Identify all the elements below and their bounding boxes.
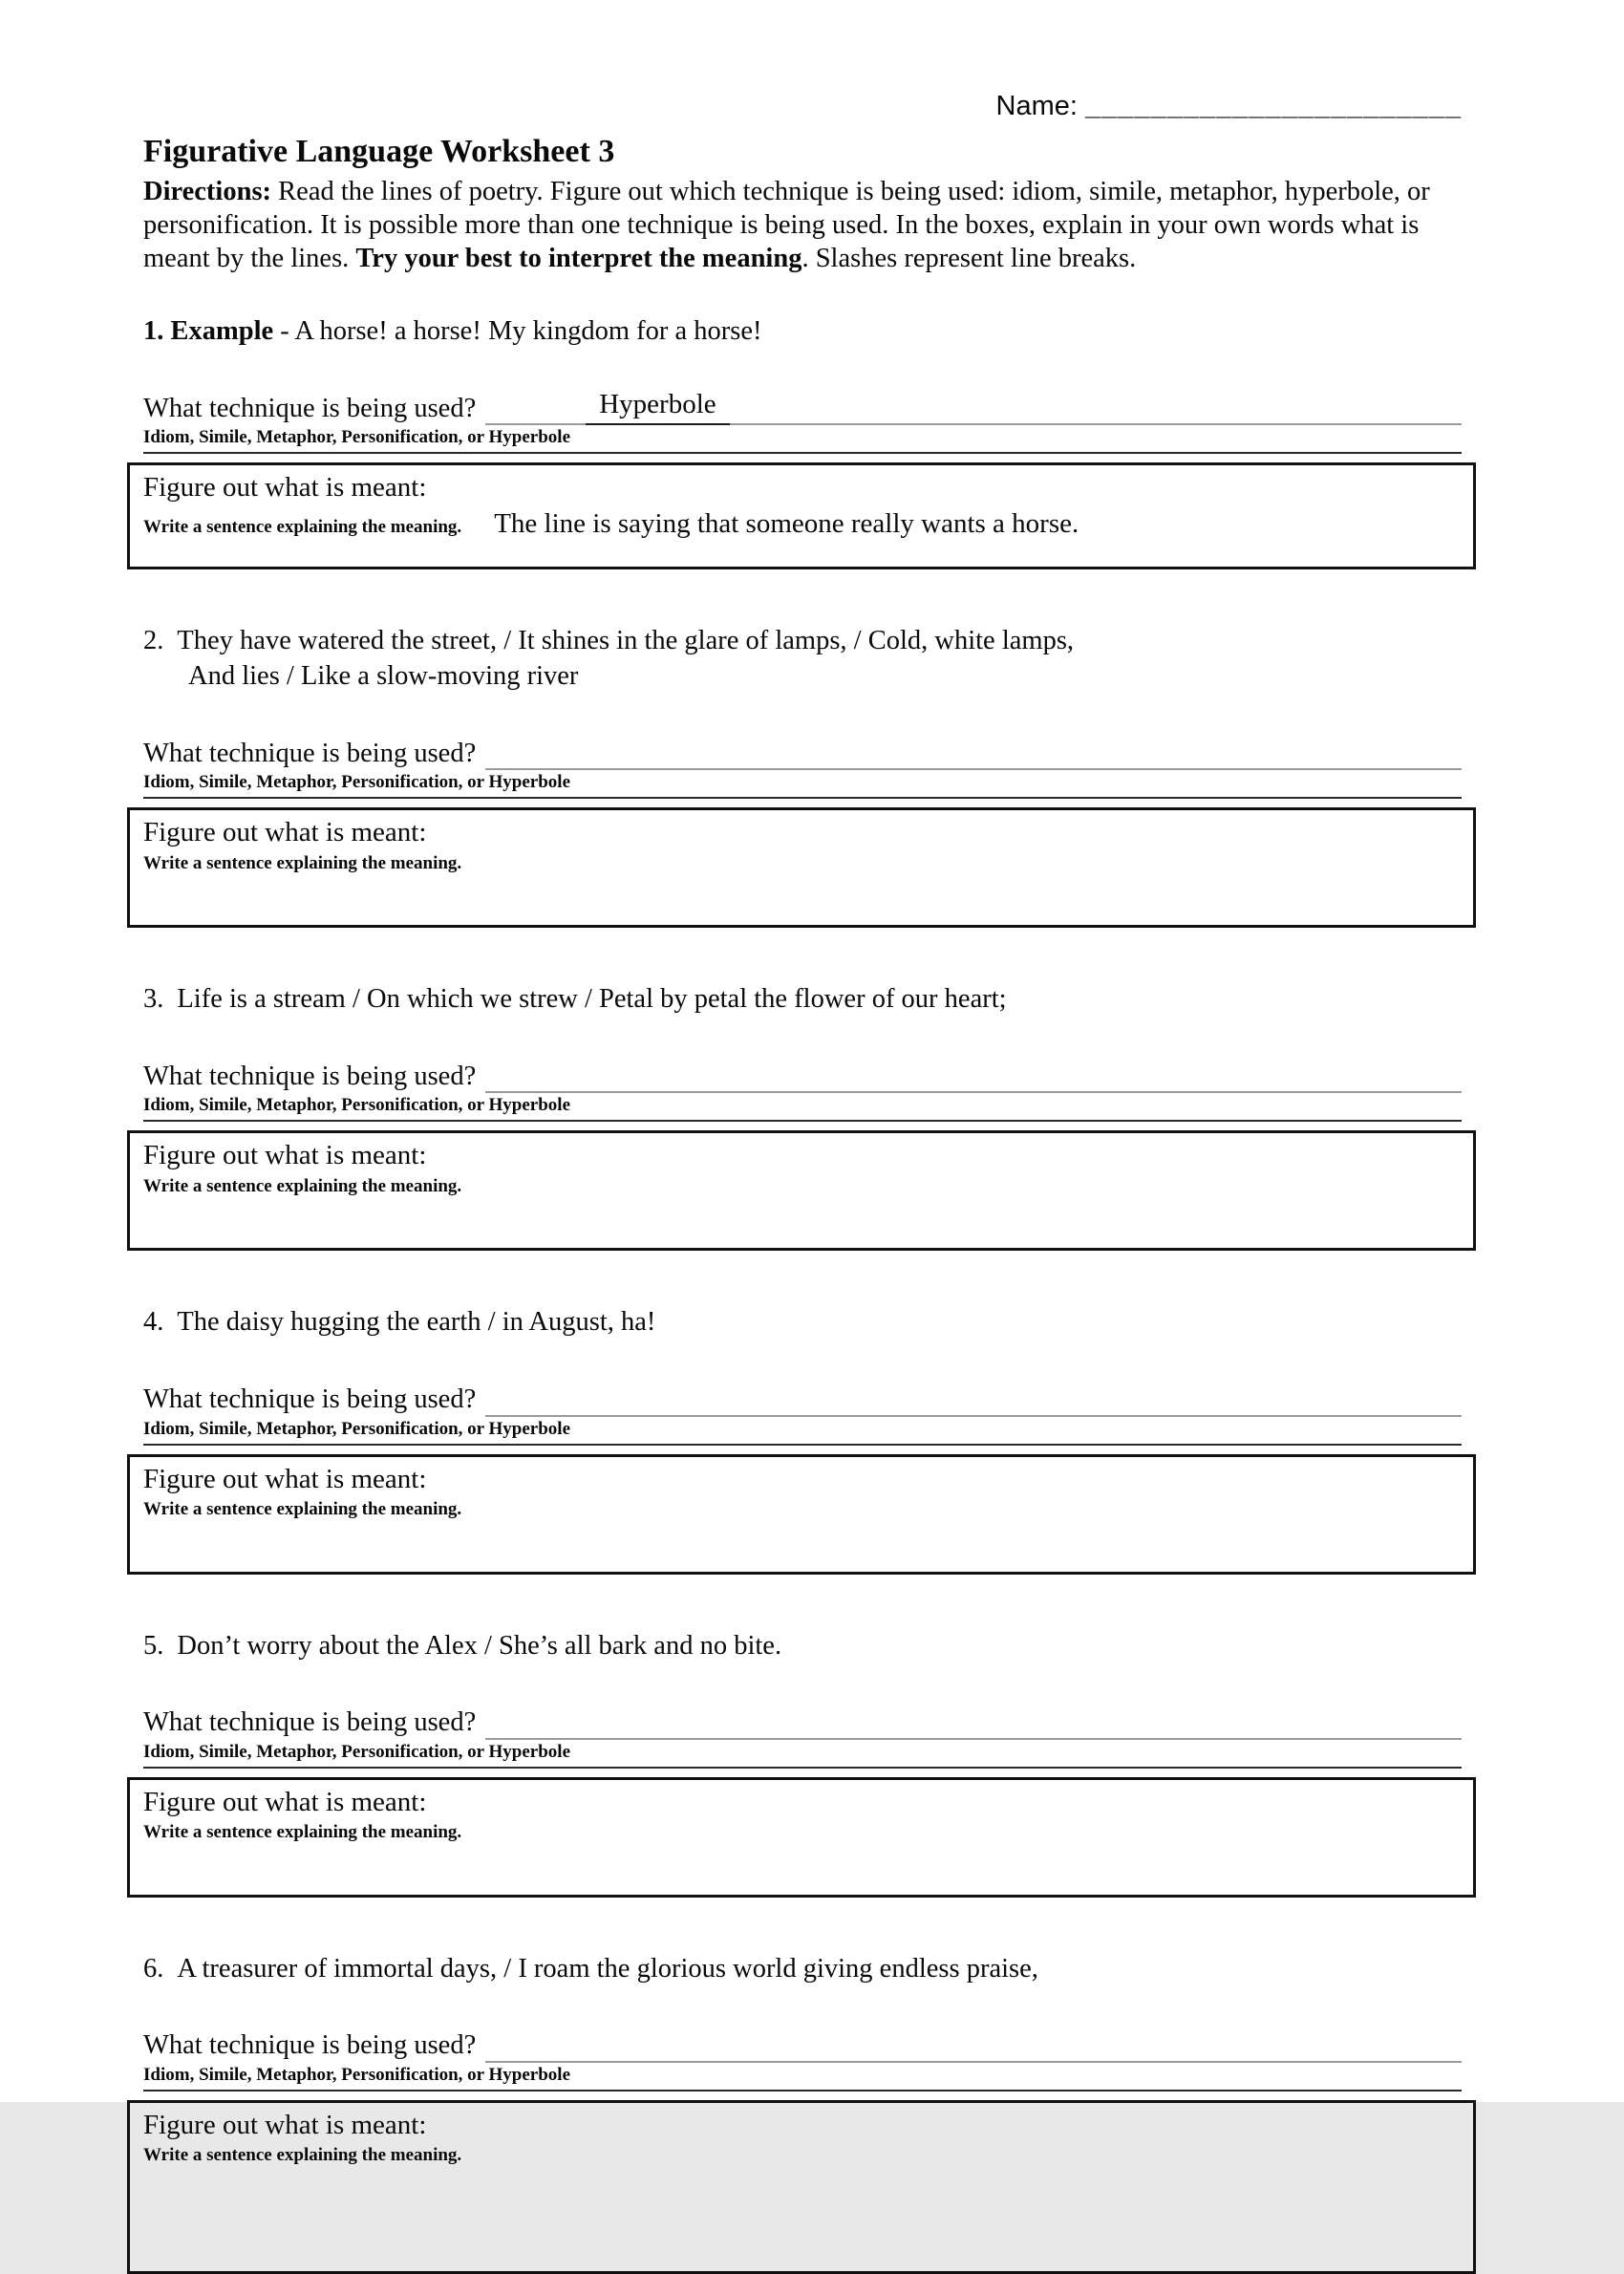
- meaning-box-hint: Write a sentence explaining the meaning.: [143, 517, 462, 538]
- meaning-box-title: Figure out what is meant:: [143, 1463, 427, 1494]
- item-1-technique-answer-text: Hyperbole: [586, 387, 729, 425]
- name-input-line[interactable]: _______________________: [1085, 91, 1462, 121]
- item-1: [143, 313, 1462, 569]
- item-2-poem: [143, 623, 1462, 694]
- item-1-number: 1. Example: [143, 316, 274, 347]
- item-2-meaning-box[interactable]: [127, 807, 1476, 928]
- item-4-poem: [143, 1304, 1462, 1340]
- technique-hint: Idiom, Simile, Metaphor, Personification, or Hyperbole: [143, 427, 1462, 454]
- item-6-poem: [143, 1951, 1462, 1986]
- item-5-poem-line: Don’t worry about the Alex / She’s all bark and no bite.: [177, 1630, 782, 1661]
- item-2-poem-line-1: They have watered the street, / It shines in the glare of lamps, / Cold, white lamps,: [177, 626, 1075, 656]
- name-label: Name:: [995, 91, 1078, 121]
- item-6-meaning-box[interactable]: [127, 2100, 1476, 2274]
- item-6-poem-line: A treasurer of immortal days, / I roam the glorious world giving endless praise,: [177, 1953, 1038, 1984]
- item-3-technique-question: [143, 1057, 1462, 1093]
- technique-hint: Idiom, Simile, Metaphor, Personification, or Hyperbole: [143, 1095, 1462, 1122]
- item-2-poem-line-2: And lies / Like a slow-moving river: [188, 661, 579, 692]
- directions: [143, 176, 1462, 275]
- item-5-technique-answer-line[interactable]: [485, 1704, 1462, 1740]
- directions-tail-text: . Slashes represent line breaks.: [801, 243, 1137, 273]
- item-6-technique-question: [143, 2027, 1462, 2063]
- directions-label: Directions:: [143, 177, 272, 206]
- page-title: Figurative Language Worksheet 3: [143, 134, 615, 169]
- technique-hint: Idiom, Simile, Metaphor, Personification, or Hyperbole: [143, 2065, 1462, 2092]
- item-1-technique-question: [143, 389, 1462, 425]
- technique-hint: Idiom, Simile, Metaphor, Personification, or Hyperbole: [143, 1742, 1462, 1769]
- item-3-technique-answer-line[interactable]: [485, 1057, 1462, 1093]
- item-6-number: 6.: [143, 1953, 164, 1984]
- meaning-box-title: Figure out what is meant:: [143, 1140, 427, 1171]
- item-5-number: 5.: [143, 1630, 164, 1661]
- item-3: [143, 981, 1462, 1251]
- technique-hint: Idiom, Simile, Metaphor, Personification, or Hyperbole: [143, 772, 1462, 799]
- meaning-box-title: Figure out what is meant:: [143, 1786, 427, 1817]
- meaning-box-hint: Write a sentence explaining the meaning.: [143, 1499, 462, 1520]
- item-2-technique-answer-line[interactable]: [485, 734, 1462, 770]
- item-5: [143, 1628, 1462, 1898]
- item-1-technique-answer-line[interactable]: [485, 389, 1462, 425]
- item-3-poem-line: Life is a stream / On which we strew / Petal by petal the flower of our heart;: [177, 984, 1007, 1015]
- item-5-meaning-box[interactable]: [127, 1777, 1476, 1898]
- item-1-meaning-box[interactable]: [127, 462, 1476, 569]
- meaning-box-hint: Write a sentence explaining the meaning.: [143, 1822, 462, 1843]
- technique-hint: Idiom, Simile, Metaphor, Personification, or Hyperbole: [143, 1419, 1462, 1446]
- item-1-meaning-answer-text: The line is saying that someone really wants a horse.: [494, 508, 1079, 540]
- item-2-technique-question: [143, 734, 1462, 770]
- item-3-meaning-box[interactable]: [127, 1130, 1476, 1251]
- technique-question-label: What technique is being used?: [143, 1061, 477, 1091]
- item-2-number: 2.: [143, 626, 164, 656]
- item-4-poem-line: The daisy hugging the earth / in August, ha!: [177, 1307, 656, 1338]
- item-1-poem-line: A horse! a horse! My kingdom for a horse!: [294, 316, 762, 347]
- item-2: [143, 623, 1462, 928]
- meaning-box-hint: Write a sentence explaining the meaning.: [143, 853, 462, 874]
- technique-question-label: What technique is being used?: [143, 2030, 477, 2060]
- technique-question-label: What technique is being used?: [143, 738, 477, 768]
- directions-text: Read the lines of poetry. Figure out which technique is being used: idiom, simile, metaphor, hyperbole, or personification. It is possible more than one technique is being used. In the boxes, explain in your own words what is meant by the lines.: [143, 177, 1430, 273]
- item-5-poem: [143, 1628, 1462, 1663]
- item-5-technique-question: [143, 1704, 1462, 1740]
- meaning-box-title: Figure out what is meant:: [143, 472, 427, 504]
- item-1-dash: -: [273, 316, 295, 347]
- item-1-box-hint-row: [143, 508, 1460, 540]
- technique-question-label: What technique is being used?: [143, 1384, 477, 1414]
- item-6-technique-answer-line[interactable]: [485, 2027, 1462, 2063]
- item-1-poem: [143, 313, 1462, 349]
- item-4-technique-answer-line[interactable]: [485, 1381, 1462, 1417]
- meaning-box-hint: Write a sentence explaining the meaning.: [143, 2145, 462, 2166]
- technique-question-label: What technique is being used?: [143, 393, 477, 423]
- item-3-number: 3.: [143, 984, 164, 1015]
- technique-question-label: What technique is being used?: [143, 1706, 477, 1737]
- item-4-number: 4.: [143, 1307, 164, 1338]
- item-4-meaning-box[interactable]: [127, 1454, 1476, 1575]
- item-4-technique-question: [143, 1381, 1462, 1417]
- name-row: [143, 91, 1462, 122]
- item-4: [143, 1304, 1462, 1574]
- meaning-box-title: Figure out what is meant:: [143, 817, 427, 848]
- meaning-box-hint: Write a sentence explaining the meaning.: [143, 1176, 462, 1197]
- meaning-box-title: Figure out what is meant:: [143, 2109, 427, 2140]
- item-6: [143, 1951, 1462, 2274]
- directions-bold-text: Try your best to interpret the meaning: [355, 243, 802, 273]
- item-3-poem: [143, 981, 1462, 1017]
